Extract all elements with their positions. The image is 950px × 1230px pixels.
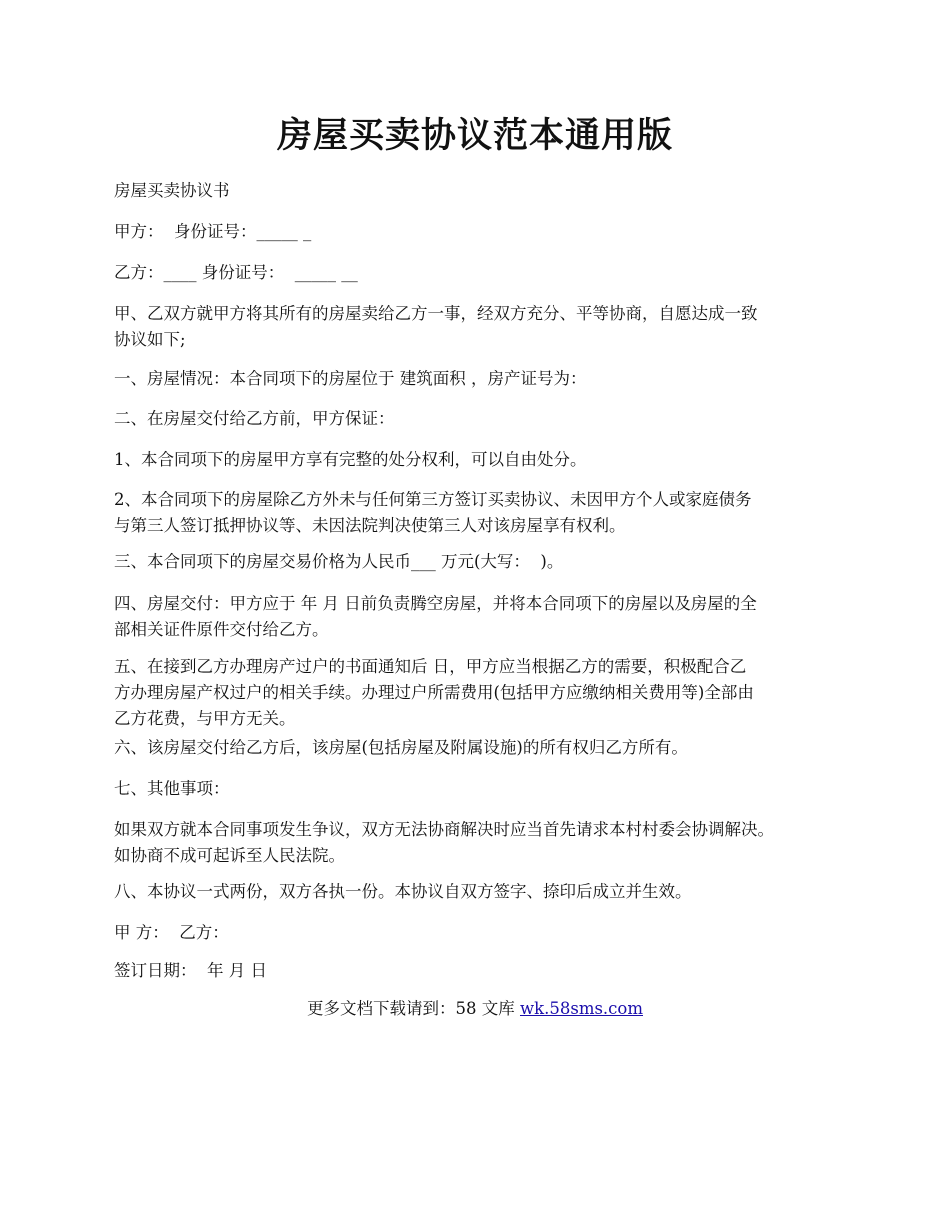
paragraph <box>114 301 859 353</box>
paragraph-line: 四、房屋交付：甲方应于 年 月 日前负责腾空房屋，并将本合同项下的房屋以及房屋的全 <box>114 594 757 613</box>
paragraph <box>114 219 859 245</box>
paragraph <box>114 735 859 761</box>
paragraph-line: 协议如下; <box>114 330 186 349</box>
paragraph-line: 乙方：____ 身份证号： _____ __ <box>114 263 358 282</box>
footer-link[interactable]: wk.58sms.com <box>519 999 643 1018</box>
paragraph <box>114 366 859 392</box>
download-footer <box>114 996 836 1022</box>
paragraph-line: 一、房屋情况：本合同项下的房屋位于 建筑面积 ，房产证号为： <box>114 369 587 388</box>
paragraph-line: 甲方： 身份证号：_____ _ <box>114 222 312 241</box>
paragraph-line: 二、在房屋交付给乙方前，甲方保证： <box>114 409 395 428</box>
paragraph-line: 方办理房屋产权过户的相关手续。办理过户所需费用(包括甲方应缴纳相关费用等)全部由 <box>114 683 754 702</box>
paragraph <box>114 549 859 575</box>
paragraph-line: 六、该房屋交付给乙方后，该房屋(包括房屋及附属设施)的所有权归乙方所有。 <box>114 738 688 757</box>
paragraph <box>114 776 859 802</box>
paragraph <box>114 447 859 473</box>
document-title: 房屋买卖协议范本通用版 <box>276 115 673 156</box>
paragraph-line: 1、本合同项下的房屋甲方享有完整的处分权利，可以自由处分。 <box>114 450 587 469</box>
paragraph-line: 与第三人签订抵押协议等、未因法院判决使第三人对该房屋享有权利。 <box>114 516 626 535</box>
paragraph-line: 甲、乙双方就甲方将其所有的房屋卖给乙方一事，经双方充分、平等协商，自愿达成一致 <box>114 304 758 323</box>
paragraph <box>114 591 859 643</box>
paragraph <box>114 654 859 732</box>
paragraph-line: 七、其他事项： <box>114 779 230 798</box>
paragraph <box>114 958 859 984</box>
paragraph-line: 2、本合同项下的房屋除乙方外未与任何第三方签订买卖协议、未因甲方个人或家庭债务 <box>114 490 752 509</box>
paragraph-line: 甲 方： 乙方： <box>114 923 229 942</box>
paragraph <box>114 920 859 946</box>
paragraph-line: 如协商不成可起诉至人民法院。 <box>114 846 345 865</box>
paragraph <box>114 879 859 905</box>
paragraph <box>114 487 859 539</box>
footer-text: 更多文档下载请到：58 文库 <box>306 999 520 1018</box>
paragraph-line: 如果双方就本合同事项发生争议，双方无法协商解决时应当首先请求本村村委会协调解决。 <box>114 820 774 839</box>
paragraph-line: 八、本协议一式两份，双方各执一份。本协议自双方签字、捺印后成立并生效。 <box>114 882 692 901</box>
paragraph-line: 房屋买卖协议书 <box>114 181 230 200</box>
paragraph <box>114 260 859 286</box>
paragraph <box>114 817 859 869</box>
paragraph-line: 乙方花费，与甲方无关。 <box>114 709 296 728</box>
paragraph <box>114 406 859 432</box>
paragraph-line: 三、本合同项下的房屋交易价格为人民币___ 万元(大写： )。 <box>114 552 564 571</box>
paragraph-line: 部相关证件原件交付给乙方。 <box>114 620 329 639</box>
paragraph-line: 五、在接到乙方办理房产过户的书面通知后 日，甲方应当根据乙方的需要，积极配合乙 <box>114 657 747 676</box>
paragraph <box>114 178 859 204</box>
paragraph-line: 签订日期： 年 月 日 <box>114 961 267 980</box>
